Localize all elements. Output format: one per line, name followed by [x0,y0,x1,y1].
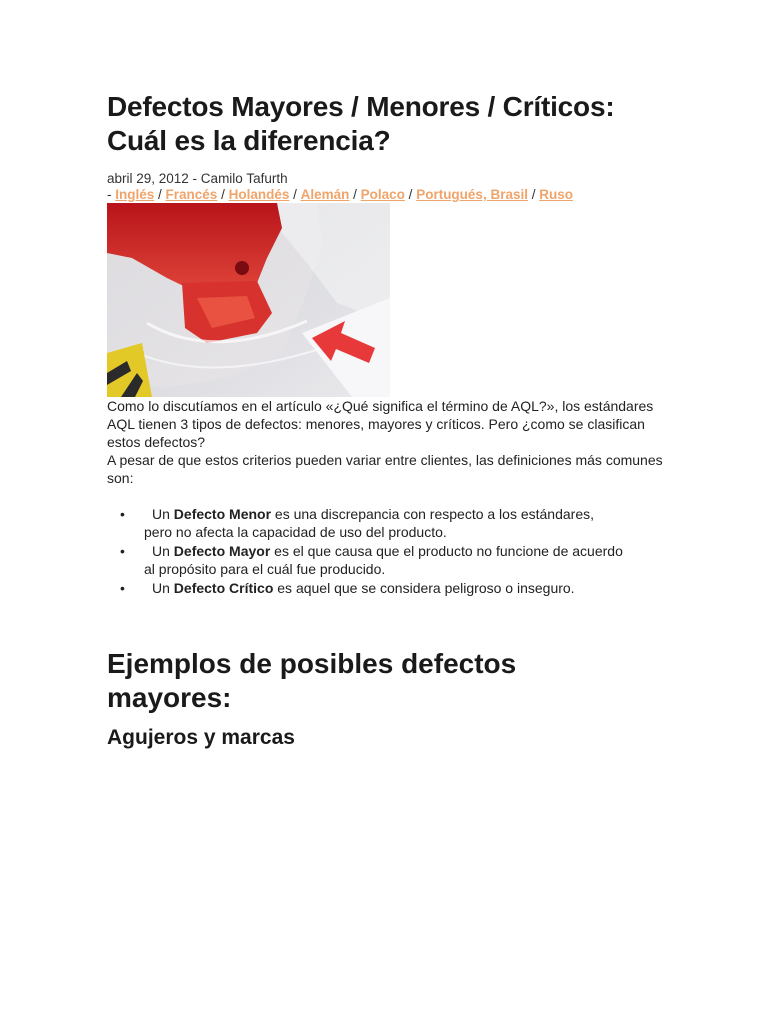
criteria-paragraph: A pesar de que estos criterios pueden variar entre clientes, las definiciones más comunes son: [107,452,663,486]
defect-text: es aquel que se considera peligroso o inseguro. [277,580,575,596]
bullet-icon: • [120,580,125,596]
product-photo-image [107,203,390,397]
lang-link-holandes[interactable]: Holandés [228,187,290,202]
defect-text: es una discrepancia con respecto a los estándares, [274,506,595,522]
defect-lead: Un [152,580,170,596]
defect-lead: Un [152,506,170,522]
list-item [107,579,677,597]
title-line-2: Cuál es la diferencia? [107,125,391,156]
lang-sep: / [527,187,540,202]
lang-sep: / [217,187,229,202]
section-title-line-1: Ejemplos de posibles defectos [107,648,517,679]
lang-link-ruso[interactable]: Ruso [539,187,573,202]
section-title [107,647,677,715]
subsection-title: Agujeros y marcas [107,726,295,749]
section-title-line-2: mayores: [107,682,232,713]
defect-term: Defecto Mayor [173,543,271,559]
defect-term: Defecto Crítico [173,580,274,596]
lang-link-ingles[interactable]: Inglés [115,187,155,202]
article [107,90,677,751]
language-links [107,187,677,203]
lang-link-aleman[interactable]: Alemán [300,187,350,202]
bullet-icon: • [120,543,125,559]
lang-link-portugues[interactable]: Portugués, Brasil [416,187,528,202]
lang-sep: / [154,187,166,202]
lang-sep: / [289,187,301,202]
lang-prefix: - [107,187,116,202]
title-line-1: Defectos Mayores / Menores / Críticos: [107,91,615,122]
defect-term: Defecto Menor [173,506,272,522]
article-title [107,90,677,158]
lang-sep: / [349,187,361,202]
defect-text: es el que causa que el producto no funcione de acuerdo [274,543,623,559]
list-item [107,542,677,578]
product-photo [107,203,390,397]
intro-paragraph: Como lo discutíamos en el artículo «¿Qué significa el término de AQL?», los estándares AQL tienen 3 tipos de defectos: menores, mayores y críticos. Pero ¿como se clasifican estos defectos? [107,398,654,450]
defect-lead: Un [152,543,170,559]
list-item [107,505,677,541]
defect-text-cont: pero no afecta la capacidad de uso del producto. [144,524,447,540]
defect-text-cont: al propósito para el cuál fue producido. [144,561,386,577]
bullet-icon: • [120,506,125,522]
lang-sep: / [404,187,417,202]
defect-list [107,505,677,597]
post-meta: abril 29, 2012 - Camilo Tafurth [107,171,288,186]
lang-link-polaco[interactable]: Polaco [360,187,405,202]
lang-link-frances[interactable]: Francés [165,187,218,202]
